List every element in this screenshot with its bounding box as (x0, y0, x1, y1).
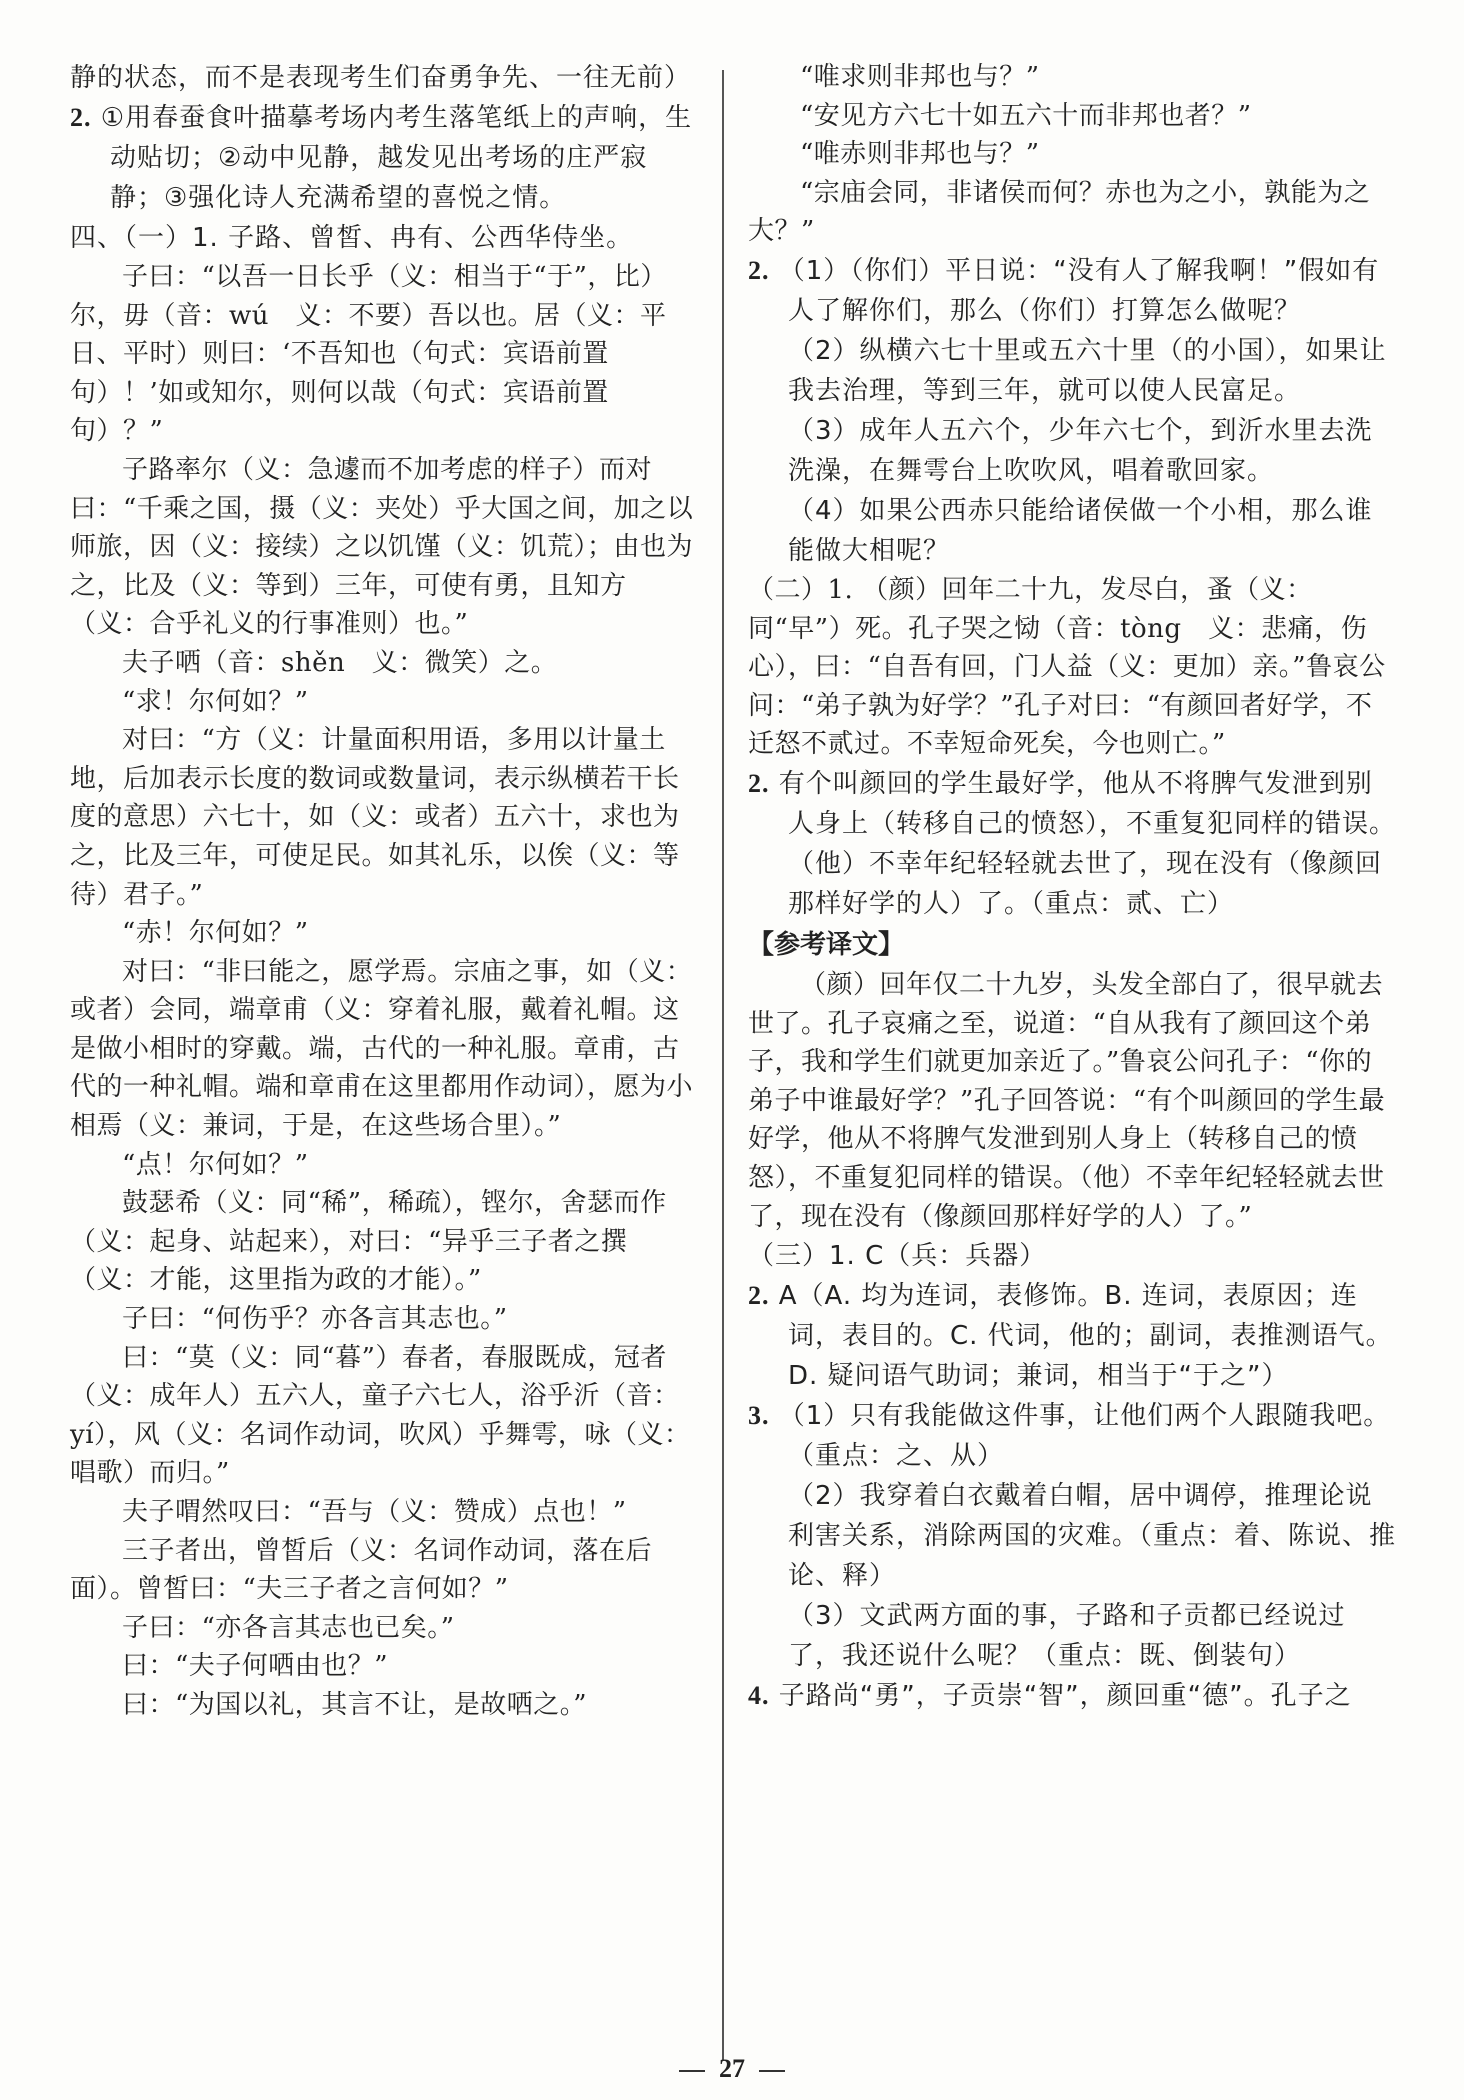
right-paragraph (748, 924, 1398, 966)
page-number (0, 2054, 1464, 2084)
right-paragraph (748, 1276, 1398, 1396)
right-paragraph (748, 174, 1398, 251)
left-column (70, 58, 700, 1725)
left-paragraph (70, 451, 700, 644)
item-number: 2. (748, 1281, 770, 1311)
page-number-text: 27 (719, 2054, 745, 2083)
paragraph-text: 三子者出，曾皙后（义：名词作动词，落在后面）。曾皙曰：“夫三子者之言何如？” (70, 1535, 653, 1605)
right-paragraph (748, 571, 1398, 764)
left-paragraph (70, 1493, 700, 1532)
left-paragraph (70, 1647, 700, 1686)
left-paragraph (70, 98, 700, 218)
paragraph-text: （1）（你们）平日说：“没有人了解我啊！”假如有人了解你们，那么（你们）打算怎么做呢？ (769, 255, 1380, 326)
paragraph-text: 【参考译文】 (748, 929, 905, 960)
column-divider (722, 70, 724, 2060)
left-paragraph (70, 258, 700, 451)
right-paragraph (748, 1676, 1398, 1716)
left-paragraph (70, 58, 700, 98)
right-paragraph (748, 764, 1398, 924)
item-number: 2. (70, 103, 92, 132)
left-paragraph (70, 1300, 700, 1339)
right-paragraph (748, 411, 1398, 491)
paragraph-text: 子曰：“何伤乎？亦各言其志也。” (122, 1304, 508, 1335)
paragraph-text: A（A. 均为连词，表修饰。B. 连词，表原因；连词，表目的。C. 代词，他的；副词，表推测语气。D. 疑问语气助词；兼词，相当于“于之”） (769, 1281, 1393, 1392)
right-paragraph (748, 251, 1398, 331)
paragraph-text: 静的状态，而不是表现考生们奋勇争先、一往无前） (70, 63, 692, 93)
left-paragraph (70, 218, 700, 258)
right-paragraph (748, 1236, 1398, 1276)
left-paragraph (70, 1146, 700, 1185)
paragraph-text: （3）成年人五六个，少年六七个，到沂水里去洗洗澡，在舞雩台上吹吹风，唱着歌回家。 (788, 415, 1373, 486)
paragraph-text: （3）文武两方面的事，子路和子贡都已经说过了，我还说什么呢？（重点：既、倒装句） (788, 1601, 1346, 1672)
left-paragraph (70, 1532, 700, 1609)
paragraph-text: 有个叫颜回的学生最好学，他从不将脾气发泄到别人身上（转移自己的愤怒），不重复犯同样的错误。（他）不幸年纪轻轻就去世了，现在没有（像颜回那样好学的人）了。（重点：贰、亡） (769, 768, 1397, 919)
item-number: 4. (748, 1681, 770, 1711)
paragraph-text: 对曰：“方（义：计量面积用语，多用以计量土地，后加表示长度的数词或数量词，表示纵横若干长度的意思）六七十，如（义：或者）五六十，求也为之，比及三年，可使足民。如其礼乐，以俟（义：等待）君子。” (70, 725, 680, 910)
paragraph-text: 曰：“为国以礼，其言不让，是故哂之。” (122, 1689, 588, 1720)
left-paragraph (70, 953, 700, 1146)
paragraph-text: 夫子喟然叹曰：“吾与（义：赞成）点也！” (122, 1497, 627, 1527)
right-paragraph (748, 97, 1398, 136)
right-paragraph (748, 331, 1398, 411)
paragraph-text: “唯赤则非邦也与？” (800, 139, 1040, 170)
paragraph-text: ①用春蚕食叶描摹考场内考生落笔纸上的声响，生动贴切；②动中见静，越发见出考场的庄严寂静；③强化诗人充满希望的喜悦之情。 (91, 103, 693, 213)
paragraph-text: 夫子哂（音：shěn 义：微笑）之。 (122, 647, 558, 678)
left-paragraph (70, 1609, 700, 1648)
item-number: 2. (748, 255, 770, 285)
paragraph-text: 曰：“莫（义：同“暮”）春者，春服既成，冠者（义：成年人）五六人，童子六七人，浴乎沂（音：yí），风（义：名词作动词，吹风）乎舞雩，咏（义：唱歌）而归。” (70, 1342, 691, 1489)
paragraph-text: “求！尔何如？” (122, 686, 309, 717)
paragraph-text: （1）只有我能做这件事，让他们两个人跟随我吧。（重点：之、从） (769, 1401, 1391, 1472)
paragraph-text: 子曰：“亦各言其志也已矣。” (122, 1612, 455, 1643)
right-paragraph (748, 491, 1398, 571)
right-paragraph (748, 1476, 1398, 1596)
paragraph-text: “唯求则非邦也与？” (800, 62, 1040, 92)
paragraph-text: （二）1. （颜）回年二十九，发尽白，蚤（义：同“早”）死。孔子哭之恸（音：tòng 义：悲痛，伤心），曰：“自吾有回，门人益（义：更加）亲。”鲁哀公问：“弟子孰为好学？”孔子对曰：“有颜回者好学，不迁怒不贰过。不幸短命死矣，今也则亡。” (748, 574, 1386, 760)
right-paragraph (748, 58, 1398, 97)
paragraph-text: （2）我穿着白衣戴着白帽，居中调停，推理论说利害关系，消除两国的灾难。（重点：着、陈说、推论、释） (788, 1481, 1397, 1592)
left-paragraph (70, 1184, 700, 1300)
item-number: 3. (748, 1401, 770, 1431)
paragraph-text: （4）如果公西赤只能给诸侯做一个小相，那么谁能做大相呢？ (788, 495, 1373, 566)
paragraph-text: （2）纵横六七十里或五六十里（的小国），如果让我去治理，等到三年，就可以使人民富足。 (788, 335, 1387, 406)
paragraph-text: “安见方六七十如五六十而非邦也者？” (800, 100, 1252, 131)
paragraph-text: “赤！尔何如？” (122, 918, 309, 949)
right-paragraph (748, 966, 1398, 1236)
paragraph-text: 子路尚“勇”，子贡崇“智”，颜回重“德”。孔子之 (769, 1681, 1352, 1712)
paragraph-text: “宗庙会同，非诸侯而何？赤也为之小，孰能为之大？” (748, 177, 1371, 247)
paragraph-text: 鼓瑟希（义：同“稀”，稀疏），铿尔，舍瑟而作（义：起身、站起来），对曰：“异乎三子者之撰（义：才能，这里指为政的才能）。” (70, 1188, 667, 1296)
left-paragraph (70, 1339, 700, 1493)
paragraph-text: 对曰：“非曰能之，愿学焉。宗庙之事，如（义：或者）会同，端章甫（义：穿着礼服，戴着礼帽。这是做小相时的穿戴。端，古代的一种礼服。章甫，古代的一种礼帽。端和章甫在这里都用作动词），愿为小相焉（义：兼词，于是，在这些场合里）。” (70, 956, 694, 1142)
right-column (748, 58, 1398, 1716)
right-paragraph (748, 1396, 1398, 1476)
paragraph-text: 子曰：“以吾一日长乎（义：相当于“于”，比）尔，毋（音：wú 义：不要）吾以也。居（义：平日、平时）则曰：‘不吾知也（句式：宾语前置句）！’如或知尔，则何以哉（句式：宾语前置句）？” (70, 262, 667, 447)
left-paragraph (70, 683, 700, 722)
paragraph-text: “点！尔何如？” (122, 1149, 309, 1180)
paragraph-text: 曰：“夫子何哂由也？” (122, 1651, 389, 1682)
paragraph-text: （颜）回年仅二十九岁，头发全部白了，很早就去世了。孔子哀痛之至，说道：“自从我有了颜回这个弟子，我和学生们就更加亲近了。”鲁哀公问孔子：“你的弟子中谁最好学？”孔子回答说：“有个叫颜回的学生最好学，他从不将脾气发泄到别人身上（转移自己的愤怒），不重复犯同样的错误。（他）不幸年纪轻轻就去世了，现在没有（像颜回那样好学的人）了。” (748, 969, 1386, 1232)
right-paragraph (748, 1596, 1398, 1676)
right-paragraph (748, 135, 1398, 174)
left-paragraph (70, 914, 700, 953)
left-paragraph (70, 1686, 700, 1725)
paragraph-text: （三）1. C（兵：兵器） (748, 1241, 1047, 1272)
left-paragraph (70, 644, 700, 683)
item-number: 2. (748, 768, 770, 798)
paragraph-text: 四、（一）1. 子路、曾皙、冉有、公西华侍坐。 (70, 223, 634, 253)
left-paragraph (70, 721, 700, 914)
paragraph-text: 子路率尔（义：急遽而不加考虑的样子）而对曰：“千乘之国，摄（义：夹处）乎大国之间，加之以师旅，因（义：接续）之以饥馑（义：饥荒）；由也为之，比及（义：等到）三年，可使有勇，且知方（义：合乎礼义的行事准则）也。” (70, 454, 694, 640)
